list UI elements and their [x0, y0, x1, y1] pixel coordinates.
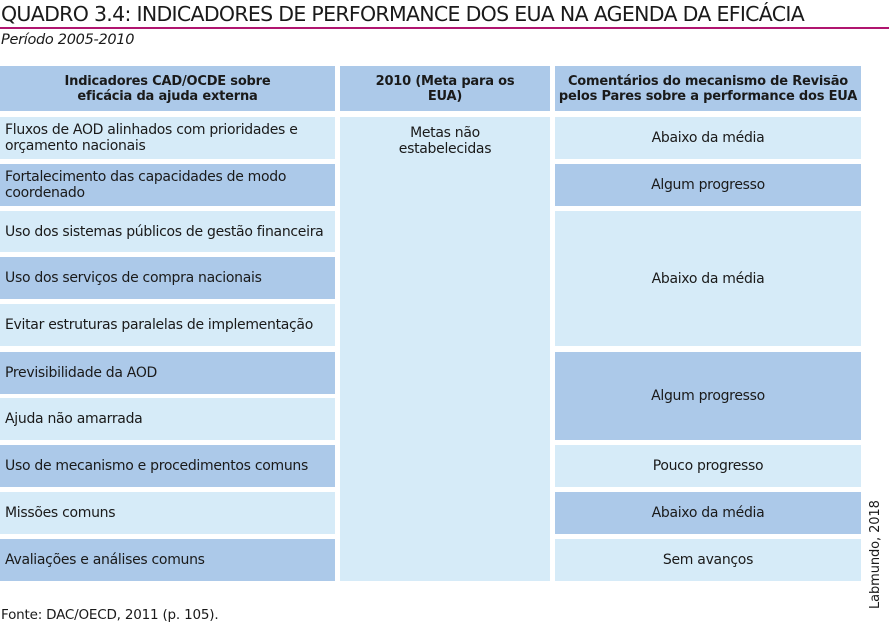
indicator-row — [0, 117, 335, 159]
indicator-row — [0, 257, 335, 299]
source-note: Fonte: DAC/OECD, 2011 (p. 105). — [1, 607, 219, 623]
header-comments-label: Comentários do mecanismo de Revisão pelos Pares sobre a performance dos EUA — [558, 73, 858, 104]
indicator-label: Missões comuns — [5, 505, 116, 521]
comment-value: Algum progresso — [651, 177, 765, 193]
comment-value: Abaixo da média — [651, 130, 765, 146]
indicator-label: Evitar estruturas paralelas de implementação — [5, 317, 313, 333]
target-value: Metas não estabelecidas — [398, 125, 492, 157]
header-target — [340, 66, 550, 111]
comment-cell — [555, 117, 861, 159]
indicator-row — [0, 445, 335, 487]
indicator-row — [0, 164, 335, 206]
indicator-label: Fluxos de AOD alinhados com prioridades e orçamento nacionais — [5, 122, 298, 154]
indicator-row — [0, 539, 335, 581]
indicator-label: Ajuda não amarrada — [5, 411, 143, 427]
indicator-label: Previsibilidade da AOD — [5, 365, 158, 381]
indicator-label: Uso de mecanismo e procedimentos comuns — [5, 458, 308, 474]
indicator-label: Uso dos serviços de compra nacionais — [5, 270, 262, 286]
indicator-label: Avaliações e análises comuns — [5, 552, 205, 568]
indicator-row — [0, 304, 335, 346]
indicator-row — [0, 398, 335, 440]
indicator-row — [0, 352, 335, 394]
subtitle: Período 2005-2010 — [1, 32, 135, 48]
header-target-label: 2010 (Meta para os EUA) — [375, 73, 515, 104]
comment-value: Sem avanços — [662, 552, 754, 568]
comment-value: Algum progresso — [651, 388, 765, 404]
comment-cell — [555, 539, 861, 581]
credit-label: Labmundo, 2018 — [868, 500, 883, 609]
comment-value: Pouco progresso — [652, 458, 764, 474]
indicator-label: Fortalecimento das capacidades de modo coordenado — [5, 169, 287, 201]
indicator-row — [0, 211, 335, 252]
comment-cell — [555, 492, 861, 534]
comment-value: Abaixo da média — [651, 270, 765, 287]
header-indicators — [0, 66, 335, 111]
header-comments — [555, 66, 861, 111]
title-divider — [0, 27, 889, 29]
comment-cell — [555, 211, 861, 346]
comment-cell — [555, 352, 861, 440]
comment-cell — [555, 164, 861, 206]
header-indicators-label: Indicadores CAD/OCDE sobre eficácia da ajuda externa — [64, 73, 271, 104]
target-cell — [340, 117, 550, 581]
indicator-label: Uso dos sistemas públicos de gestão financeira — [5, 223, 324, 240]
indicator-row — [0, 492, 335, 534]
comment-value: Abaixo da média — [651, 505, 765, 521]
comment-cell — [555, 445, 861, 487]
page-title: QUADRO 3.4: INDICADORES DE PERFORMANCE DOS EUA NA AGENDA DA EFICÁCIA — [1, 2, 805, 26]
